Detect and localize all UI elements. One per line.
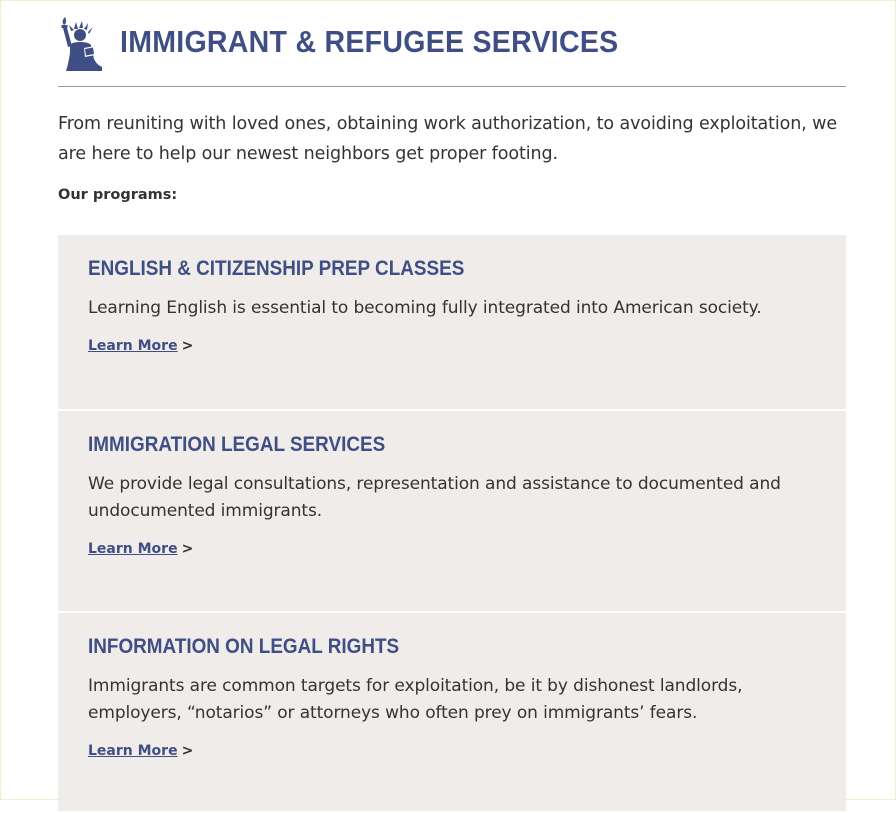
program-card-legal-rights — [58, 613, 846, 813]
learn-more-link[interactable]: Learn More — [88, 338, 178, 354]
learn-more-link[interactable]: Learn More — [88, 541, 178, 557]
page-title: IMMIGRANT & REFUGEE SERVICES — [120, 23, 619, 59]
learn-more-row — [88, 338, 816, 354]
chevron-right-icon: > — [181, 338, 194, 354]
chevron-right-icon: > — [181, 541, 194, 557]
chevron-right-icon: > — [181, 743, 194, 759]
learn-more-row — [88, 541, 816, 557]
section-header — [58, 1, 846, 87]
program-description: We provide legal consultations, representation and assistance to documented and undocumented immigrants. — [88, 474, 781, 521]
program-description: Learning English is essential to becoming fully integrated into American society. — [88, 298, 762, 318]
program-title: IMMIGRATION LEGAL SERVICES — [88, 433, 386, 456]
program-title: ENGLISH & CITIZENSHIP PREP CLASSES — [88, 257, 465, 280]
page-content — [58, 1, 846, 813]
programs-label: Our programs: — [58, 187, 178, 203]
programs-list — [58, 235, 846, 813]
learn-more-link[interactable]: Learn More — [88, 743, 178, 759]
program-description: Immigrants are common targets for exploitation, be it by dishonest landlords, employers, “notarios” or attorneys who often prey on immigrants’ fears. — [88, 676, 743, 723]
statue-of-liberty-icon — [58, 15, 104, 71]
intro-text: From reuniting with loved ones, obtaining work authorization, to avoiding exploitation, we are here to help our newest neighbors get proper footing. — [58, 114, 838, 164]
program-card-immigration-legal — [58, 411, 846, 613]
program-card-english-citizenship — [58, 235, 846, 411]
program-title: INFORMATION ON LEGAL RIGHTS — [88, 635, 400, 658]
learn-more-row — [88, 743, 816, 759]
